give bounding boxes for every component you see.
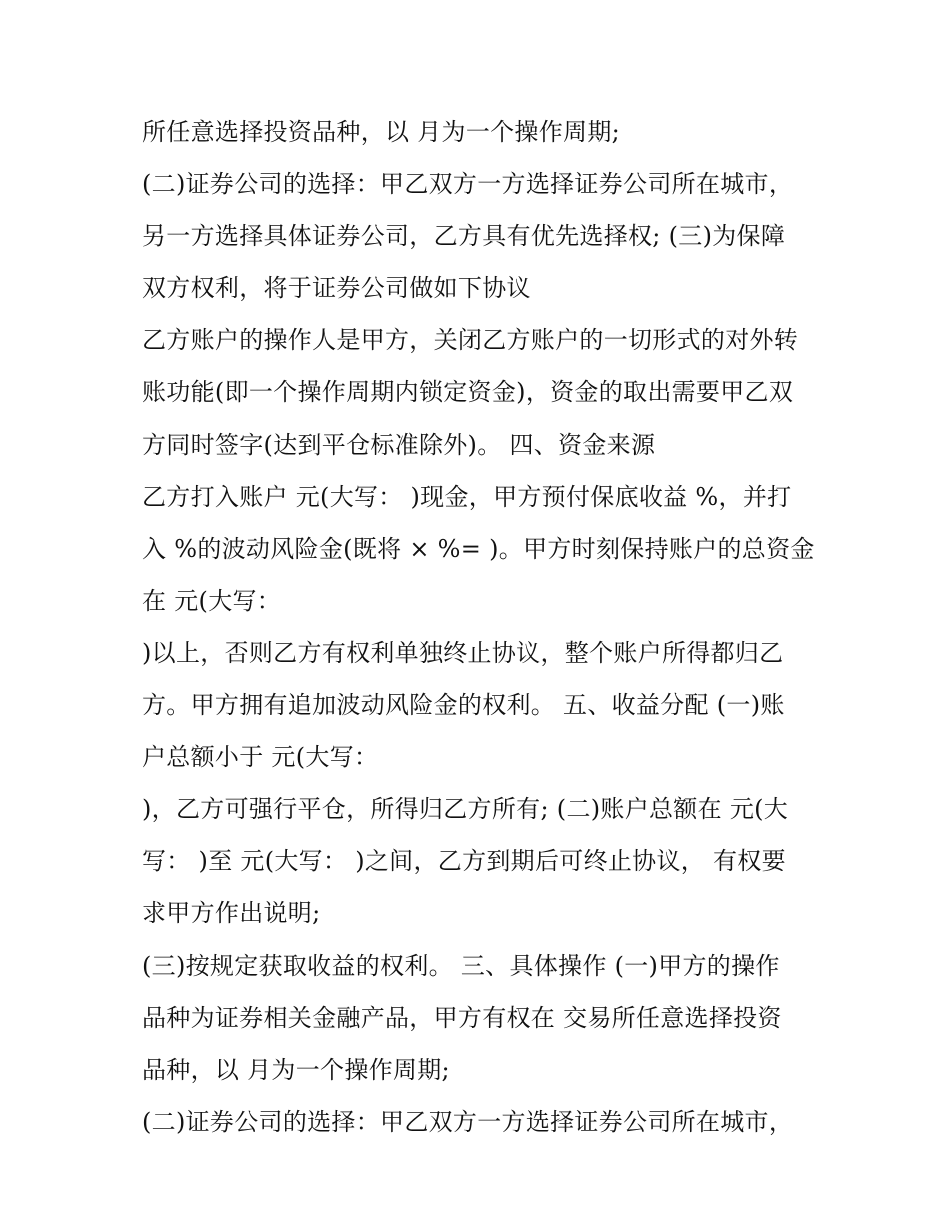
text-line: (二)证券公司的选择：甲乙双方一方选择证券公司所在城市， <box>142 170 794 199</box>
text-line: 品种，以 月为一个操作周期; <box>142 1055 450 1084</box>
text-line: 乙方账户的操作人是甲方，关闭乙方账户的一切形式的对外转 <box>142 326 799 355</box>
text-line: 户总额小于 元(大写： <box>142 743 379 772</box>
text-line: 账功能(即一个操作周期内锁定资金)，资金的取出需要甲乙双 <box>142 378 794 407</box>
text-line: 另一方选择具体证券公司，乙方具有优先选择权; (三)为保障 <box>142 222 786 251</box>
text-line: 在 元(大写： <box>142 586 282 615</box>
text-line: 方。甲方拥有追加波动风险金的权利。 五、收益分配 (一)账 <box>142 691 785 720</box>
text-line: )以上，否则乙方有权利单独终止协议，整个账户所得都归乙 <box>142 638 784 667</box>
text-line: 品种为证券相关金融产品，甲方有权在 交易所任意选择投资 <box>142 1003 782 1032</box>
text-line: 所任意选择投资品种，以 月为一个操作周期; <box>142 118 621 146</box>
text-line: )，乙方可强行平仓，所得归乙方所有; (二)账户总额在 元(大 <box>142 795 789 824</box>
text-line: (二)证券公司的选择：甲乙双方一方选择证券公司所在城市， <box>142 1107 794 1136</box>
text-line: 写： )至 元(大写： )之间，乙方到期后可终止协议， 有权要 <box>142 847 786 876</box>
text-line: 入 %的波动风险金(既将 × %= )。甲方时刻保持账户的总资金 <box>142 534 815 563</box>
text-line: 乙方打入账户 元(大写： )现金，甲方预付保底收益 %，并打 <box>142 482 792 511</box>
text-line: 求甲方作出说明; <box>142 899 321 928</box>
document-body <box>142 106 822 1148</box>
text-line: 双方权利，将于证券公司做如下协议 <box>142 274 531 303</box>
text-line: 方同时签字(达到平仓标准除外)。 四、资金来源 <box>142 430 656 459</box>
text-line: (三)按规定获取收益的权利。 三、具体操作 (一)甲方的操作 <box>142 951 780 980</box>
